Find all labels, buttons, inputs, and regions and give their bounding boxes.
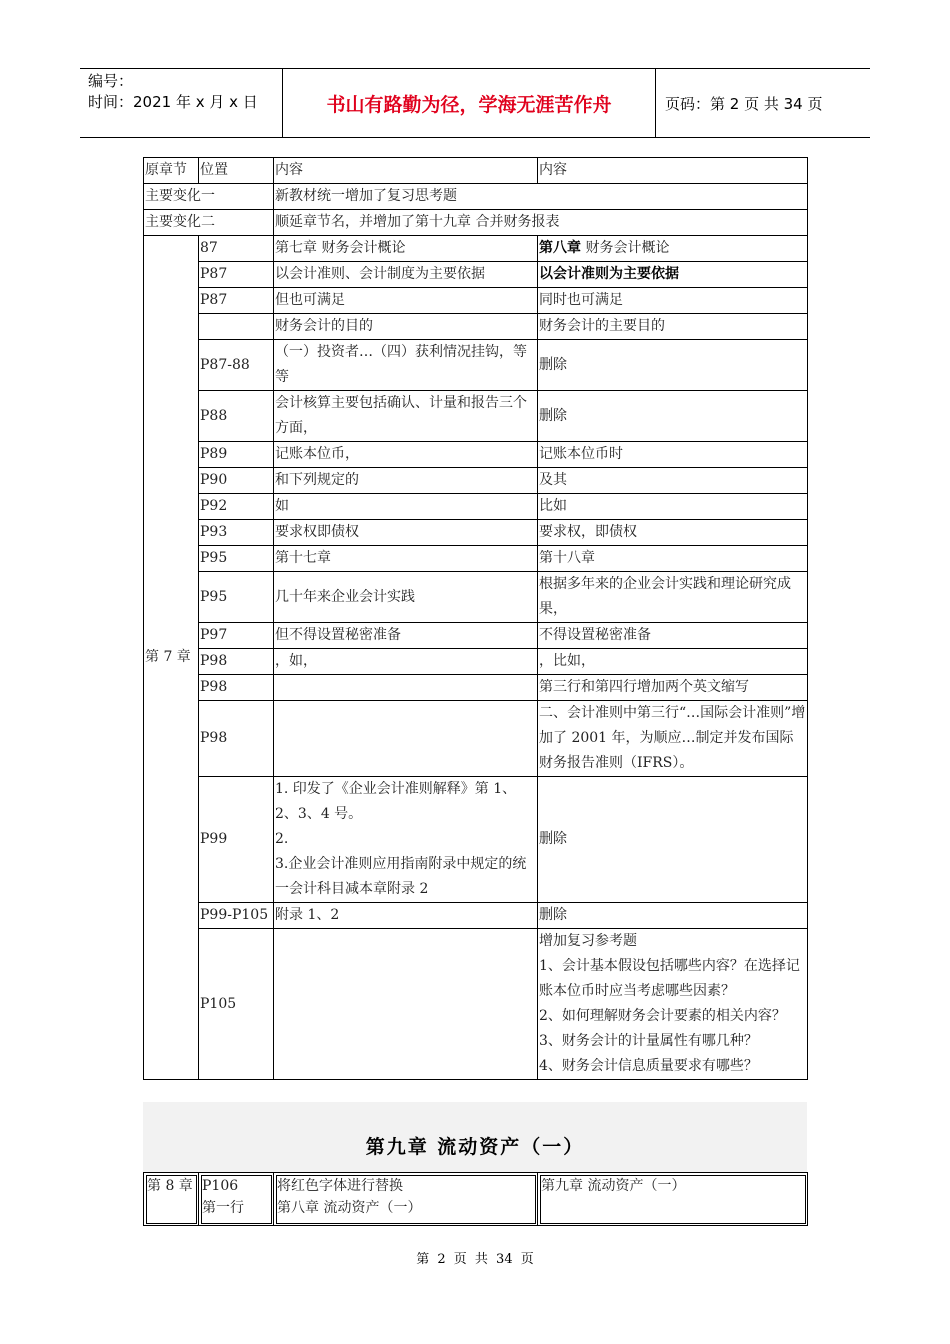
old-content-cell: ，如，	[274, 649, 538, 675]
new-content-text: 及其	[539, 472, 567, 488]
old-content-line: 2.	[275, 831, 289, 847]
old-content-cell: 第七章 财务会计概论	[274, 236, 538, 262]
new-content-text: 记账本位币时	[539, 446, 623, 462]
position-cell: P87	[199, 262, 274, 288]
header-cell-position: 位置	[199, 158, 274, 184]
change-label: 主要变化二	[144, 210, 274, 236]
position-cell: P95	[199, 546, 274, 572]
header-cell-new-content: 内容	[538, 158, 808, 184]
old-content-cell	[274, 675, 538, 701]
new-content-cell	[538, 262, 808, 288]
new-content-text: 第三行和第四行增加两个英文缩写	[539, 679, 749, 695]
old-content-cell: 会计核算主要包括确认、计量和报告三个方面，	[274, 391, 538, 442]
header-cell-old-content: 内容	[274, 158, 538, 184]
table-row	[144, 623, 808, 649]
table-row	[144, 262, 808, 288]
table-row	[144, 494, 808, 520]
position-cell: P89	[199, 442, 274, 468]
table-row	[144, 777, 808, 903]
new-content-text: 第十八章	[539, 550, 595, 566]
position-cell: P99	[199, 777, 274, 903]
new-content-cell	[538, 442, 808, 468]
new-content-cell	[538, 777, 808, 903]
position-cell: P93	[199, 520, 274, 546]
old-content-cell: 财务会计的目的	[274, 314, 538, 340]
old-content-cell: 要求权即债权	[274, 520, 538, 546]
table-row	[144, 903, 808, 929]
position-cell	[199, 1173, 274, 1226]
new-content-text: 二、会计准则中第三行“…国际会计准则”增加了 2001 年，为顺应…制定并发布国际财务报告准则（IFRS）。	[539, 705, 806, 771]
table-row	[144, 391, 808, 442]
new-content-bold: 以会计准则为主要依据	[539, 266, 679, 282]
position-cell: P98	[199, 675, 274, 701]
new-content-cell	[538, 314, 808, 340]
new-content-text: 删除	[539, 907, 567, 923]
new-content-cell	[538, 288, 808, 314]
old-content-cell	[274, 1173, 538, 1226]
new-content-line: 1、会计基本假设包括哪些内容？在选择记账本位币时应当考虑哪些因素？	[539, 958, 800, 999]
new-content-text: 财务会计概论	[581, 240, 670, 256]
position-cell: P87-88	[199, 340, 274, 391]
old-content-cell: 和下列规定的	[274, 468, 538, 494]
new-content-cell	[538, 236, 808, 262]
new-content-cell	[538, 572, 808, 623]
table-row	[144, 1173, 808, 1226]
new-content-cell	[538, 546, 808, 572]
new-content-text: 删除	[539, 407, 567, 424]
position-cell: P98	[199, 649, 274, 675]
table-header-row	[144, 158, 808, 184]
new-content-text: 比如	[539, 498, 567, 514]
chapter-band	[143, 1102, 807, 1172]
old-content-line: 第八章 流动资产（一）	[277, 1200, 422, 1216]
new-content-cell	[538, 675, 808, 701]
header-info	[80, 69, 283, 137]
new-content-bold: 第八章	[539, 240, 581, 256]
table-row	[144, 314, 808, 340]
table-row	[144, 288, 808, 314]
position-cell: P97	[199, 623, 274, 649]
new-content-text: 根据多年来的企业会计实践和理论研究成果，	[539, 576, 791, 617]
chapter-cell: 第 7 章	[144, 236, 199, 1080]
old-content-cell: 记账本位币，	[274, 442, 538, 468]
old-content-line: 3.企业会计准则应用指南附录中规定的统一会计科目减本章附录 2	[275, 856, 527, 897]
header-page-label: 页码：第 2 页 共 34 页	[665, 94, 823, 113]
position-cell: P95	[199, 572, 274, 623]
new-content-cell	[538, 391, 808, 442]
new-content-cell	[538, 494, 808, 520]
header-cell-chapter: 原章节	[144, 158, 199, 184]
table-row	[144, 546, 808, 572]
change-label: 主要变化一	[144, 184, 274, 210]
new-content-cell	[538, 520, 808, 546]
position-cell: P90	[199, 468, 274, 494]
new-content-cell	[538, 701, 808, 777]
change-text: 新教材统一增加了复习思考题	[274, 184, 808, 210]
table-row	[144, 649, 808, 675]
position-line: P106	[202, 1178, 239, 1194]
new-content-text: 要求权，即债权	[539, 524, 637, 540]
new-content-line: 3、财务会计的计量属性有哪几种？	[539, 1033, 758, 1049]
page-header	[80, 68, 870, 138]
position-cell: 87	[199, 236, 274, 262]
new-content-cell	[538, 340, 808, 391]
change-row-1	[144, 184, 808, 210]
time-label: 时间：2021 年 x 月 x 日	[88, 93, 258, 111]
old-content-cell: 但不得设置秘密准备	[274, 623, 538, 649]
old-content-line: 1. 印发了《企业会计准则解释》第 1、2、3、4 号。	[275, 781, 517, 822]
new-content-cell	[538, 649, 808, 675]
old-content-cell	[274, 701, 538, 777]
new-content-cell: 第九章 流动资产（一）	[538, 1173, 808, 1226]
new-content-cell	[538, 903, 808, 929]
new-content-line: 4、财务会计信息质量要求有哪些？	[539, 1058, 758, 1074]
new-content-cell	[538, 929, 808, 1080]
new-content-text: ，比如，	[539, 653, 595, 669]
change-text: 顺延章节名，并增加了第十九章 合并财务报表	[274, 210, 808, 236]
position-cell: P105	[199, 929, 274, 1080]
old-content-cell: 如	[274, 494, 538, 520]
new-content-line: 增加复习参考题	[539, 933, 637, 949]
page-footer: 第 2 页 共 34 页	[416, 1252, 534, 1267]
position-cell: P92	[199, 494, 274, 520]
position-cell	[199, 314, 274, 340]
old-content-cell: 第十七章	[274, 546, 538, 572]
comparison-table	[143, 157, 808, 1080]
old-content-cell: 附录 1、2	[274, 903, 538, 929]
table-row	[144, 675, 808, 701]
old-content-cell	[274, 929, 538, 1080]
new-content-text: 删除	[539, 356, 567, 373]
chapter-cell: 第 8 章	[144, 1173, 199, 1226]
position-line: 第一行	[202, 1200, 244, 1216]
position-cell: P88	[199, 391, 274, 442]
table-row	[144, 236, 808, 262]
old-content-cell	[274, 777, 538, 903]
table-row	[144, 929, 808, 1080]
table-row	[144, 340, 808, 391]
new-content-text: 不得设置秘密准备	[539, 627, 651, 643]
new-content-text: 删除	[539, 831, 567, 847]
new-content-line: 2、如何理解财务会计要素的相关内容？	[539, 1008, 786, 1024]
number-label: 编号：	[88, 72, 134, 90]
position-cell: P98	[199, 701, 274, 777]
old-content-cell: 以会计准则、会计制度为主要依据	[274, 262, 538, 288]
new-content-text: 财务会计的主要目的	[539, 318, 665, 334]
position-cell: P87	[199, 288, 274, 314]
chapter-title: 第九章 流动资产（一）	[365, 1136, 585, 1158]
old-content-cell: 但也可满足	[274, 288, 538, 314]
table-row	[144, 572, 808, 623]
lower-comparison-table	[143, 1172, 808, 1226]
old-content-line: 将红色字体进行替换	[277, 1178, 403, 1194]
old-content-cell: （一）投资者…（四）获利情况挂钩，等等	[274, 340, 538, 391]
old-content-cell: 几十年来企业会计实践	[274, 572, 538, 623]
table-row	[144, 442, 808, 468]
change-row-2	[144, 210, 808, 236]
table-row	[144, 701, 808, 777]
position-cell: P99-P105	[199, 903, 274, 929]
header-motto: 书山有路勤为径，学海无涯苦作舟	[283, 69, 656, 137]
table-row	[144, 468, 808, 494]
new-content-cell	[538, 468, 808, 494]
new-content-cell	[538, 623, 808, 649]
new-content-text: 同时也可满足	[539, 292, 623, 308]
table-row	[144, 520, 808, 546]
